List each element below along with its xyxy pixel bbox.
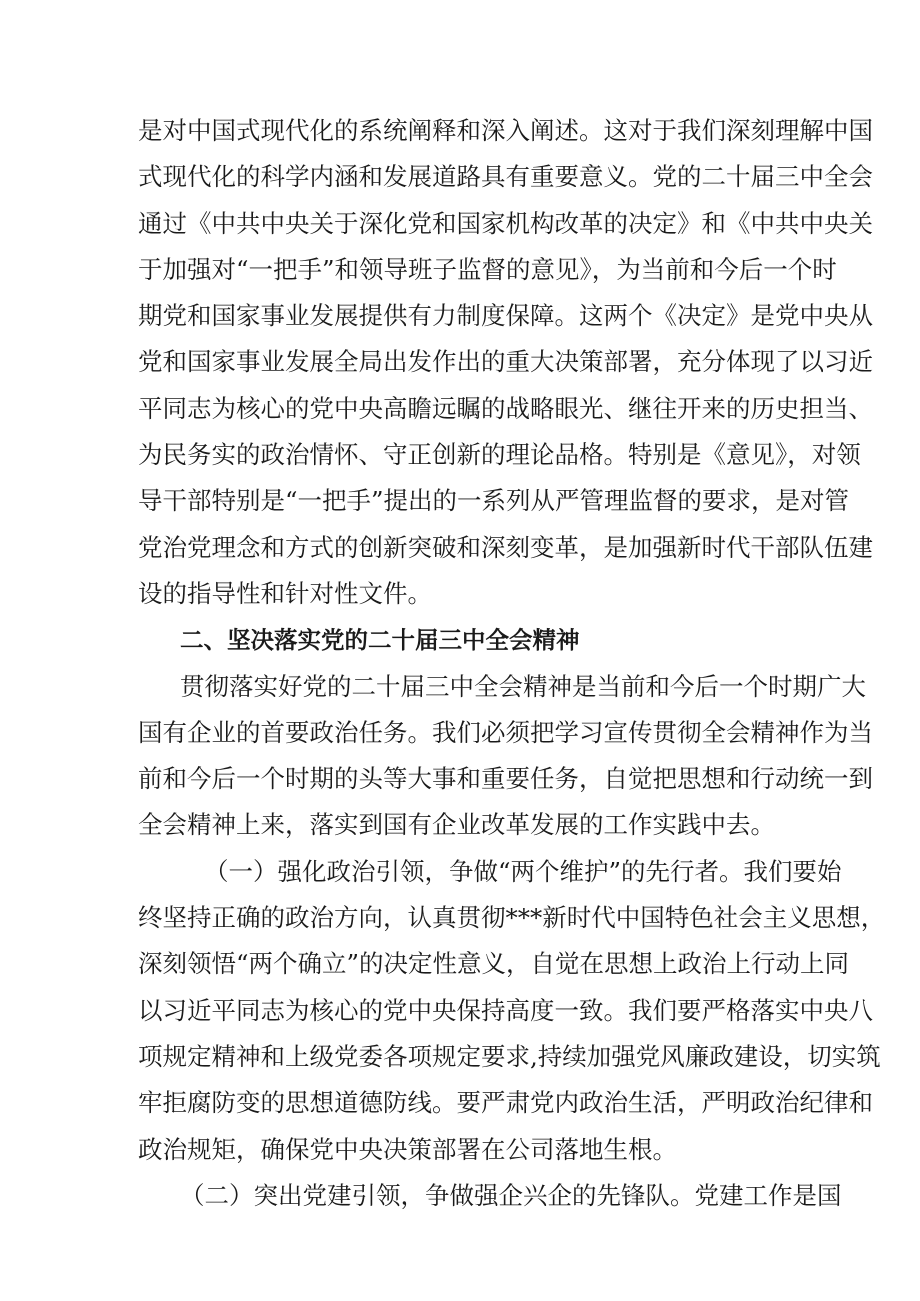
paragraph-line: 党治党理念和方式的创新突破和深刻变革，是加强新时代干部队伍建 bbox=[138, 532, 873, 562]
paragraph-line: 通过《中共中央关于深化党和国家机构改革的决定》和《中共中央关 bbox=[138, 208, 873, 238]
paragraph-line: 终坚持正确的政治方向，认真贯彻***新时代中国特色社会主义思想， bbox=[138, 903, 886, 933]
paragraph-line: 全会精神上来，落实到国有企业改革发展的工作实践中去。 bbox=[138, 810, 775, 840]
paragraph-line: 政治规矩，确保党中央决策部署在公司落地生根。 bbox=[138, 1134, 677, 1164]
paragraph-line: 深刻领悟“两个确立”的决定性意义，自觉在思想上政治上行动上同 bbox=[138, 949, 850, 979]
document-body bbox=[138, 108, 886, 1219]
section-heading: 二、坚决落实党的二十届三中全会精神 bbox=[180, 626, 580, 655]
paragraph-line: 期党和国家事业发展提供有力制度保障。这两个《决定》是党中央从 bbox=[138, 301, 873, 331]
paragraph-line: 是对中国式现代化的系统阐释和深入阐述。这对于我们深刻理解中国 bbox=[138, 116, 873, 145]
paragraph-line: 前和今后一个时期的头等大事和重要任务，自觉把思想和行动统一到 bbox=[138, 764, 873, 794]
paragraph-line: 以习近平同志为核心的党中央保持高度一致。我们要严格落实中央八 bbox=[138, 995, 873, 1025]
paragraph-line: 贯彻落实好党的二十届三中全会精神是当前和今后一个时期广大 bbox=[180, 671, 866, 701]
paragraph-line: （二）突出党建引领，争做强企兴企的先锋队。党建工作是国 bbox=[180, 1180, 842, 1210]
paragraph-line: 设的指导性和针对性文件。 bbox=[138, 578, 432, 608]
paragraph-line: 式现代化的科学内涵和发展道路具有重要意义。党的二十届三中全会 bbox=[138, 162, 873, 192]
paragraph-line: 为民务实的政治情怀、守正创新的理论品格。特别是《意见》，对领 bbox=[138, 440, 861, 470]
paragraph-line: 党和国家事业发展全局出发作出的重大决策部署，充分体现了以习近 bbox=[138, 347, 873, 377]
paragraph-line: 牢拒腐防变的思想道德防线。要严肃党内政治生活，严明政治纪律和 bbox=[138, 1088, 873, 1118]
paragraph-line: 项规定精神和上级党委各项规定要求,持续加强党风廉政建设，切实筑 bbox=[138, 1041, 881, 1071]
paragraph-line: 国有企业的首要政治任务。我们必须把学习宣传贯彻全会精神作为当 bbox=[138, 717, 873, 747]
paragraph-line: 导干部特别是“一把手”提出的一系列从严管理监督的要求，是对管 bbox=[138, 486, 850, 516]
paragraph-line: 平同志为核心的党中央高瞻远瞩的战略眼光、继往开来的历史担当、 bbox=[138, 393, 873, 423]
paragraph-line: （一）强化政治引领，争做“两个维护”的先行者。我们要始 bbox=[204, 856, 842, 886]
paragraph-line: 于加强对“一把手”和领导班子监督的意见》，为当前和今后一个时 bbox=[138, 254, 837, 284]
